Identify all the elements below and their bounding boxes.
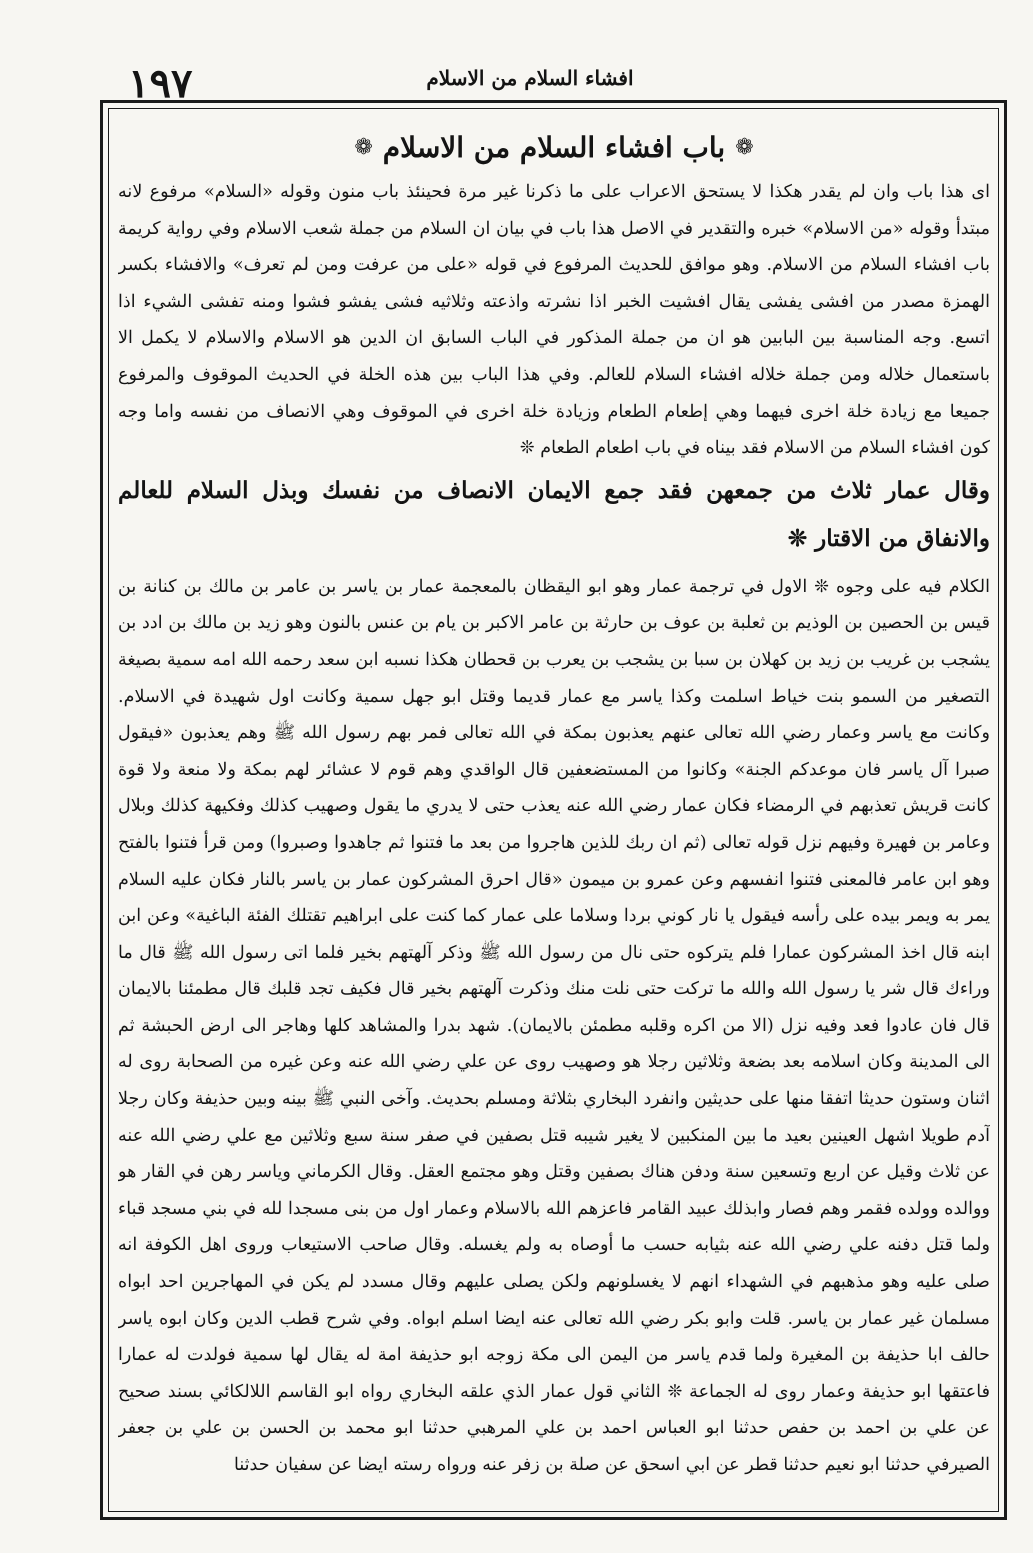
- chapter-title: باب افشاء السلام من الاسلام: [382, 130, 726, 164]
- ornament-icon: ❁: [735, 134, 754, 160]
- hadith-quote: وقال عمار ثلاث من جمعهن فقد جمع الايمان الانصاف من نفسك وبذل السلام للعالم والانفاق من الاقتار ❊: [118, 476, 990, 552]
- page-content: [118, 124, 990, 1504]
- chapter-heading: [118, 124, 990, 170]
- ornament-icon: ❁: [354, 134, 373, 160]
- page-number: ١٩٧: [128, 60, 193, 107]
- paragraph-commentary-body: الكلام فيه على وجوه ❊ الاول في ترجمة عمار وهو ابو اليقظان بالمعجمة عمار بن ياسر بن عامر بن مالك بن كنانة بن قيس بن الحصين بن الوذيم بن ثعلبة بن عوف بن حارثة بن عامر الاكبر بن يام بن عنس بالنون وهو زيد بن مالك بن ادد بن يشجب بن غريب بن زيد بن كهلان بن سبا بن يشجب بن يعرب بن قحطان هكذا نسبه ابن سعد رحمه الله امه سمية بصيغة التصغير من السمو بنت خياط اسلمت وكذا ياسر مع عمار قديما وقتل ابو جهل سمية وكانت اول شهيدة في الاسلام. وكانت مع ياسر وعمار رضي الله تعالى عنهم يعذبون بمكة في الله تعالى فمر بهم رسول الله ﷺ وهم يعذبون «فيقول صبرا آل ياسر فان موعدكم الجنة» وكانوا من المستضعفين قال الواقدي وهم قوم لا عشائر لهم بمكة ولا منعة ولا قوة كانت قريش تعذبهم في الرمضاء فكان عمار رضي الله عنه يعذب حتى لا يدري ما يقول وصهيب كذلك وفكيهة كذلك وبلال وعامر بن فهيرة وفيهم نزل قوله تعالى (ثم ان ربك للذين هاجروا من بعد ما فتنوا ثم جاهدوا وصبروا) ومن قرأ فتنوا بالفتح وهو ابن عامر فالمعنى فتنوا انفسهم وعن عمرو بن ميمون «قال احرق المشركون عمار بن ياسر بالنار فكان عليه السلام يمر به ويمر بيده على رأسه فيقول يا نار كوني بردا وسلاما على عمار كما كنت على ابراهيم تقتلك الفئة الباغية» وعن ابن ابنه قال اخذ المشركون عمارا فلم يتركوه حتى نال من رسول الله ﷺ وذكر آلهتهم بخير فلما اتى رسول الله ﷺ قال ما وراءك قال شر يا رسول الله والله ما تركت حتى نلت منك وذكرت آلهتهم بخير قال فكيف تجد قلبك قال مطمئنا بالايمان قال فان عادوا فعد وفيه نزل (الا من اكره وقلبه مطمئن بالايمان). شهد بدرا والمشاهد كلها وهاجر الى ارض الحبشة ثم الى المدينة وكان اسلامه بعد بضعة وثلاثين رجلا هو وصهيب روى عن علي رضي الله عنه وعن غيره من الصحابة روى له اثنان وستون حديثا اتفقا منها على حديثين وانفرد البخاري بثلاثة ومسلم بحديث. وآخى النبي ﷺ بينه وبين حذيفة وكان رجلا آدم طويلا اشهل العينين بعيد ما بين المنكبين لا يغير شيبه قتل بصفين في صفر سنة سبع وثلاثين مع علي رضي الله عنه عن ثلاث وقيل عن اربع وتسعين سنة ودفن هناك بصفين وقتل وهو مجتمع العقل. وقال الكرماني وياسر رهن في القار هو ووالده وولده فقمر وهم فصار وابذلك عبيد القامر فاعزهم الله بالاسلام وعمار اول من بنى مسجدا لله في بني مسجد قباء ولما قتل دفنه علي رضي الله عنه بثيابه حسب ما أوصاه به ولم يغسله. وقال صاحب الاستيعاب وروى اهل الكوفة انه صلى عليه وهو مذهبهم في الشهداء انهم لا يغسلونهم ولكن يصلى عليهم وقال مسدد لم يكن في المهاجرين احد ابواه مسلمان غير عمار بن ياسر. قلت وابو بكر رضي الله تعالى عنه ايضا اسلم ابواه. وفي شرح قطب الدين وكان ابوه ياسر حالف ابا حذيفة بن المغيرة ولما قدم ياسر من اليمن الى مكة زوجه ابو حذيفة امة له يقال لها سمية فولدت له عمارا فاعتقها ابو حذيفة وعمار روى له الجماعة ❊ الثاني قول عمار الذي علقه البخاري رواه ابو القاسم اللالكائي بسند صحيح عن علي بن احمد بن حفص حدثنا ابو العباس احمد بن علي المرهبي حدثنا ابو محمد بن الحسن بن علي بن جعفر الصيرفي حدثنا ابو نعيم حدثنا قطر عن ابي اسحق عن صلة بن زفر عنه ورواه رسته ايضا عن سفيان حدثنا: [118, 576, 990, 1475]
- paragraph-commentary-intro: اى هذا باب وان لم يقدر هكذا لا يستحق الاعراب على ما ذكرنا غير مرة فحينئذ باب منون وقوله «السلام» مرفوع لانه مبتدأ وقوله «من الاسلام» خبره والتقدير في الاصل هذا باب في بيان ان السلام من جملة شعب الاسلام وفي رواية كريمة باب افشاء السلام من الاسلام. وهو موافق للحديث المرفوع في قوله «على من عرفت ومن لم تعرف» والافشاء بكسر الهمزة مصدر من افشى يفشى يقال افشيت الخبر اذا نشرته واذعته وثلاثيه فشى يفشو فشوا ومنه تفشى الشيء اذا اتسع. وجه المناسبة بين البابين هو ان من جملة المذكور في الباب السابق ان الدين هو الاسلام والاسلام لا يكمل الا باستعمال خلاله ومن جملة خلاله افشاء السلام للعالم. وفي هذا الباب بين هذه الخلة في الحديث الموقوف والمرفوع جميعا مع زيادة خلة اخرى فيهما وهي إطعام الطعام وزيادة خلة اخرى في الموقوف وهي الانصاف من نفسه واما وجه كون افشاء السلام من الاسلام فقد بيناه في باب اطعام الطعام ❊: [118, 182, 990, 459]
- running-header: افشاء السلام من الاسلام: [426, 66, 634, 90]
